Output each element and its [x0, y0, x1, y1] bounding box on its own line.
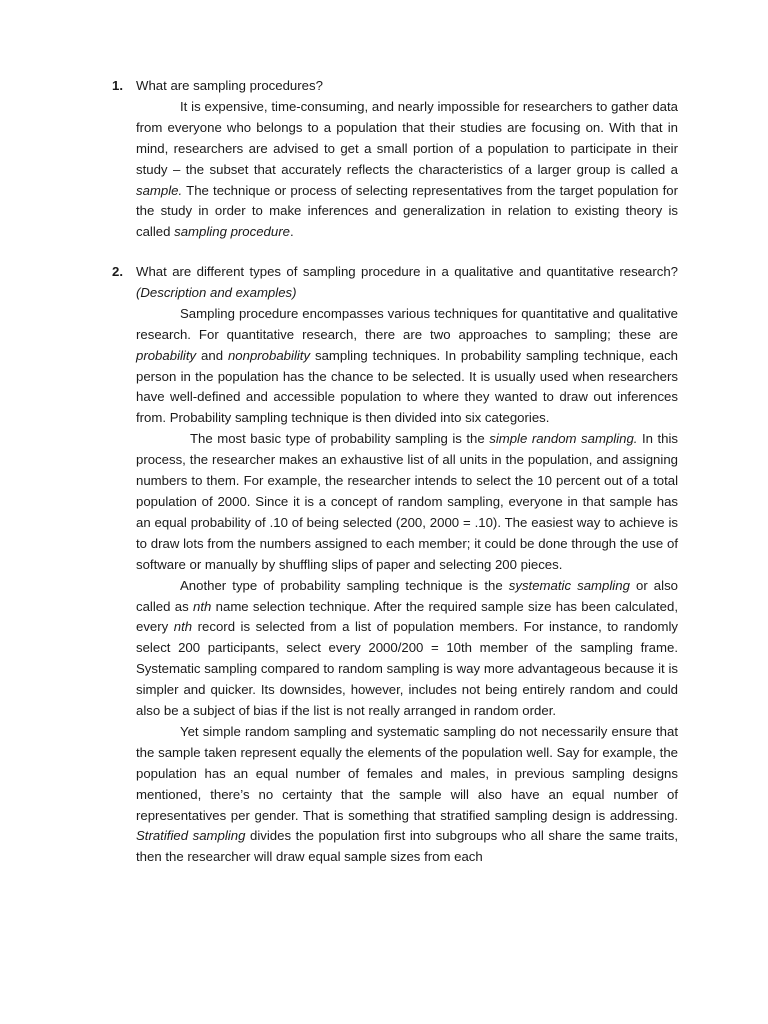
question-heading: What are different types of sampling procedure in a qualitative and quantitative research? (Description and examples) [136, 264, 678, 300]
italic-term: Stratified sampling [136, 828, 246, 844]
question-item-2 [112, 262, 679, 868]
italic-term: nonprobability [227, 347, 311, 363]
answer-paragraph: Sampling procedure encompasses various techniques for quantitative and qualitative research. For quantitative research, there are two approaches to sampling; these are probability and nonprobability sampling techniques. In probability sampling technique, each person in the population has the chance to be selected. It is usually used when researchers have well-defined and accessible population to where they wanted to draw out inferences from. Probability sampling technique is then divided into six categories. [136, 305, 678, 426]
italic-term: probability [136, 347, 197, 363]
italic-term: (Description and examples) [136, 284, 297, 300]
item-number: 1. [112, 78, 123, 93]
italic-term: simple random sampling. [489, 431, 638, 447]
answer-paragraph: Another type of probability sampling technique is the systematic sampling or also called as nth name selection technique. After the required sample size has been calculated, every nth record is selected from a list of population members. For instance, to randomly select 200 participants, select every 2000/200 = 10th member of the sampling frame. Systematic sampling compared to random sampling is way more advantageous because it is simpler and quicker. Its downsides, however, includes not being entirely random and could also be a subject of bias if the list is not really arranged in random order. [136, 577, 679, 719]
question-item-1 [112, 76, 678, 243]
italic-term: sample. [136, 182, 183, 198]
italic-term: nth [173, 619, 193, 635]
italic-term: nth [193, 598, 212, 614]
answer-paragraph: The most basic type of probability sampling is the simple random sampling. In this process, the researcher makes an exhaustive list of all units in the population, and assigning numbers to them. For example, the researcher intends to select the 10 percent out of a total population of 2000. Since it is a concept of random sampling, everyone in that sample has an equal probability of .10 of being selected (200, 2000 = .10). The easiest way to achieve is to draw lots from the numbers assigned to each member; it could be done through the use of software or manually by shuffling slips of paper and selecting 200 pieces. [136, 431, 678, 572]
italic-term: systematic sampling [508, 577, 630, 593]
question-heading: What are sampling procedures? [136, 78, 323, 93]
italic-term: sampling procedure [174, 224, 290, 240]
answer-paragraph: Yet simple random sampling and systematic sampling do not necessarily ensure that the sample taken represent equally the elements of the population well. Say for example, the population has an equal number of females and males, in previous sampling designs mentioned, there’s no certainty that the sample will also have an equal number of representatives per gender. That is something that stratified sampling design is addressing. Stratified sampling divides the population first into subgroups who all share the same traits, then the researcher will draw equal sample sizes from each [136, 723, 678, 865]
item-number: 2. [112, 264, 123, 279]
answer-paragraph: It is expensive, time-consuming, and nearly impossible for researchers to gather data from everyone who belongs to a population that their studies are focusing on. With that in mind, researchers are advised to get a small portion of a population to participate in their study – the subset that accurately reflects the characteristics of a larger group is called a sample. The technique or process of selecting representatives from the target population for the study in order to make inferences and generalization in relation to existing theory is called sampling procedure. [136, 98, 678, 240]
